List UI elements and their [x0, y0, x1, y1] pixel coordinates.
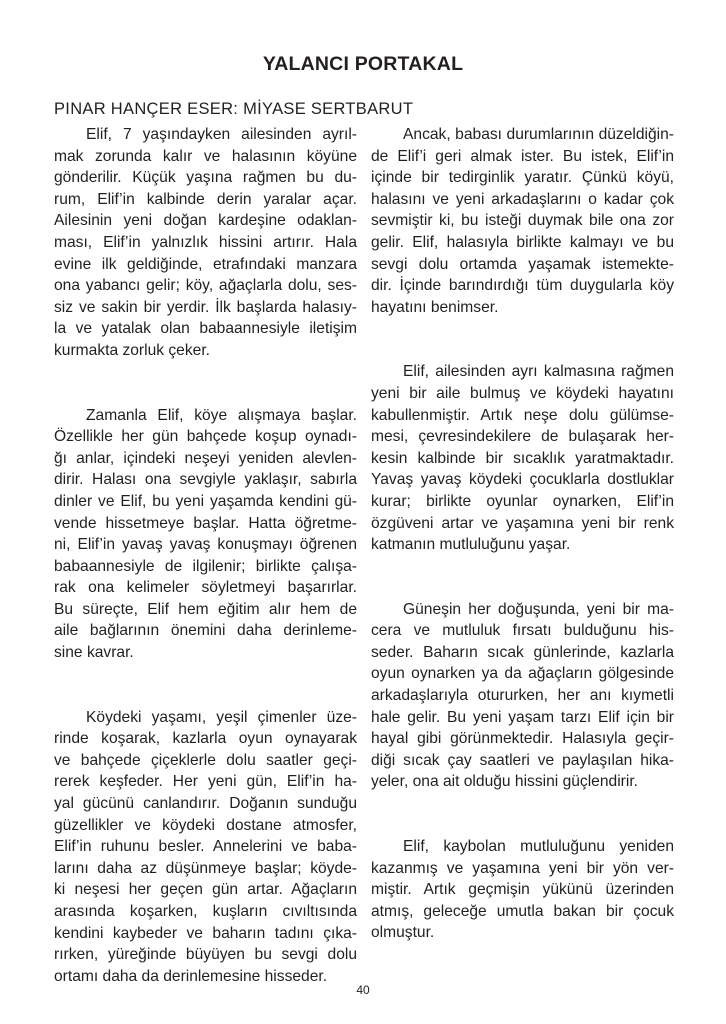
- text-line: katmanın mutluluğunu yaşar.: [371, 536, 571, 554]
- text-line: Yavaş yavaş köydeki çocuklarla dostluklar: [371, 471, 674, 489]
- text-line: oyun oynarken ya da ağaçların gölgesinde: [371, 665, 674, 683]
- text-line: diği sıcak çay saatleri ve paylaşılan hika-: [371, 751, 674, 769]
- left-column: [54, 124, 357, 987]
- paragraph: [371, 124, 674, 318]
- text-line: sine kavrar.: [54, 644, 134, 662]
- text-line: kendini kaybeder ve baharın tadını çıka-: [54, 924, 357, 942]
- text-line: kurar; birlikte oyunlar oynarken, Elif’in: [371, 492, 674, 510]
- text-line: hayatını benimser.: [371, 298, 499, 316]
- text-line: Zamanla Elif, köye alışmaya başlar.: [86, 406, 357, 424]
- paragraph-gap: [371, 318, 674, 361]
- text-line: Özellikle her gün bahçede koşup oynadı-: [54, 428, 357, 446]
- text-line: halasını ve yeni arkadaşlarını o kadar çok: [371, 190, 674, 208]
- text-line: rum, Elif’in kalbinde derin yaralar açar.: [54, 190, 357, 208]
- text-line: gönderilir. Küçük yaşına rağmen bu du-: [54, 169, 357, 187]
- text-line: dinler ve Elif, bu yeni yaşamda kendini gü-: [54, 492, 357, 510]
- text-line: rinde koşarak, kazlarla oyun oynayarak: [54, 730, 357, 748]
- text-line: olmuştur.: [371, 924, 435, 942]
- text-line: Ancak, babası durumlarının düzeldiğin-: [403, 126, 674, 143]
- text-line: evine ilk geldiğinde, etrafındaki manzara: [54, 255, 357, 273]
- text-line: babaannesiyle de ilgilenir; birlikte çalışa-: [54, 557, 357, 575]
- text-line: miştir. Artık geçmişin yükünü üzerinden: [371, 881, 674, 899]
- text-line: Elif, 7 yaşındayken ailesinden ayrıl-: [86, 126, 357, 143]
- text-line: sevgi dolu ortamda yaşamak istemekte-: [371, 255, 674, 273]
- paragraph-gap: [371, 556, 674, 599]
- text-line: hale gelir. Bu yeni yaşam tarzı Elif için bir: [371, 708, 674, 726]
- text-line: aile bağlarının önemini daha derinleme-: [54, 622, 357, 640]
- paragraph-gap: [54, 664, 357, 707]
- text-line: ni, Elif’in yavaş yavaş konuşmayı öğrenen: [54, 536, 357, 554]
- text-line: ması, Elif’in yalnızlık hissini artırır. Hala: [54, 233, 357, 251]
- text-line: arasında koşarken, kuşların cıvıltısında: [54, 903, 357, 920]
- text-line: hayal gibi görünmektedir. Halasıyla geçir-: [371, 730, 674, 748]
- text-line: seder. Baharın sıcak günlerinde, kazlarla: [371, 643, 674, 661]
- text-line: mak zorunda kalır ve halasının köyüne: [54, 147, 357, 165]
- text-line: gelir. Elif, halasıyla birlikte kalmayı ve bu: [371, 233, 674, 251]
- text-line: kabullenmiştir. Artık neşe dolu gülümse-: [371, 406, 674, 424]
- text-line: ki neşesi her geçen gün artar. Ağaçların: [54, 881, 357, 899]
- text-line: Elif’in ruhunu besler. Annelerini ve baba-: [54, 838, 357, 856]
- text-line: kazanmış ve yaşamına yeni bir yön ver-: [371, 859, 674, 877]
- text-line: Elif, ailesinden ayrı kalmasına rağmen: [403, 363, 674, 381]
- text-line: la ve yatalak olan babaannesiyle iletişim: [54, 320, 357, 338]
- text-line: yeni bir aile bulmuş ve köydeki hayatını: [371, 384, 674, 402]
- paragraph: [371, 599, 674, 793]
- text-line: vende hissetmeye başlar. Hatta öğretme-: [54, 514, 357, 532]
- text-line: ortamı daha da derinlemesine hisseder.: [54, 967, 328, 985]
- text-line: siz ve sakin bir yerdir. İlk başlarda halasıy-: [54, 298, 357, 316]
- text-line: Bu süreçte, Elif hem eğitim alır hem de: [54, 600, 357, 618]
- text-line: de Elif’i geri almak ister. Bu istek, Elif’in: [371, 147, 674, 165]
- paragraph: [54, 124, 357, 362]
- text-line: Elif, kaybolan mutluluğunu yeniden: [403, 838, 674, 856]
- paragraph-gap: [371, 793, 674, 836]
- right-column: [371, 124, 674, 944]
- text-line: kesin kalbinde bir sıcaklık yaratmaktadır.: [371, 449, 674, 467]
- text-line: güzellikler ve köydeki dostane atmosfer,: [54, 816, 357, 834]
- text-line: atmış, geleceğe umutla bakan bir çocuk: [371, 902, 674, 920]
- text-line: rırken, yüreğinde büyüyen bu sevgi dolu: [54, 946, 357, 964]
- text-line: arkadaşlarıyla otururken, her anı kıymetli: [371, 687, 674, 705]
- text-line: larını daha az düşünmeye başlar; köyde-: [54, 859, 357, 877]
- text-line: Köydeki yaşamı, yeşil çimenler üze-: [86, 708, 357, 726]
- paragraph: [371, 361, 674, 555]
- text-line: rerek keşfeder. Her yeni gün, Elif’in ha-: [54, 773, 357, 791]
- text-line: yal gücünü canlandırır. Doğanın sunduğu: [54, 795, 357, 813]
- author-line: PINAR HANÇER ESER: MİYASE SERTBARUT: [54, 100, 414, 118]
- text-line: Güneşin her doğuşunda, yeni bir ma-: [403, 600, 674, 618]
- paragraph-gap: [54, 362, 357, 405]
- text-line: ona yabancı gelir; köy, ağaçlarla dolu, ses-: [54, 277, 357, 295]
- text-line: içinde bir tedirginlik yaratır. Çünkü köyü,: [371, 169, 674, 187]
- paragraph: [54, 405, 357, 664]
- text-line: yeler, ona ait olduğu hissini güçlendirir.: [371, 773, 638, 791]
- text-line: ve bahçede çiçeklerle dolu saatler geçi-: [54, 751, 357, 769]
- text-line: mesi, çevresindekilere de bulaşarak her-: [371, 428, 674, 446]
- text-line: kurmakta zorluk çeker.: [54, 341, 210, 359]
- text-line: Ailesinin yeni doğan kardeşine odaklan-: [54, 212, 357, 230]
- text-line: sevmiştir ki, bu isteği duymak bile ona zor: [371, 212, 674, 230]
- text-line: özgüveni artar ve yaşamına yeni bir renk: [371, 514, 674, 532]
- paragraph: [54, 707, 357, 988]
- text-line: dir. İçinde barındırdığı tüm duygularla köy: [371, 277, 674, 295]
- page-title: YALANCI PORTAKAL: [262, 53, 464, 75]
- text-line: dirir. Halası ona sevgiyle yaklaşır, sabırla: [54, 471, 357, 489]
- page-number: 40: [356, 983, 370, 997]
- text-line: rak ona kelimeler söyletmeyi başarırlar.: [54, 579, 357, 597]
- paragraph: [371, 836, 674, 944]
- text-line: ğı anlar, içindeki neşeyi yeniden alevlen-: [54, 449, 357, 467]
- text-line: cera ve mutluluk fırsatı bulduğunu his-: [371, 622, 674, 640]
